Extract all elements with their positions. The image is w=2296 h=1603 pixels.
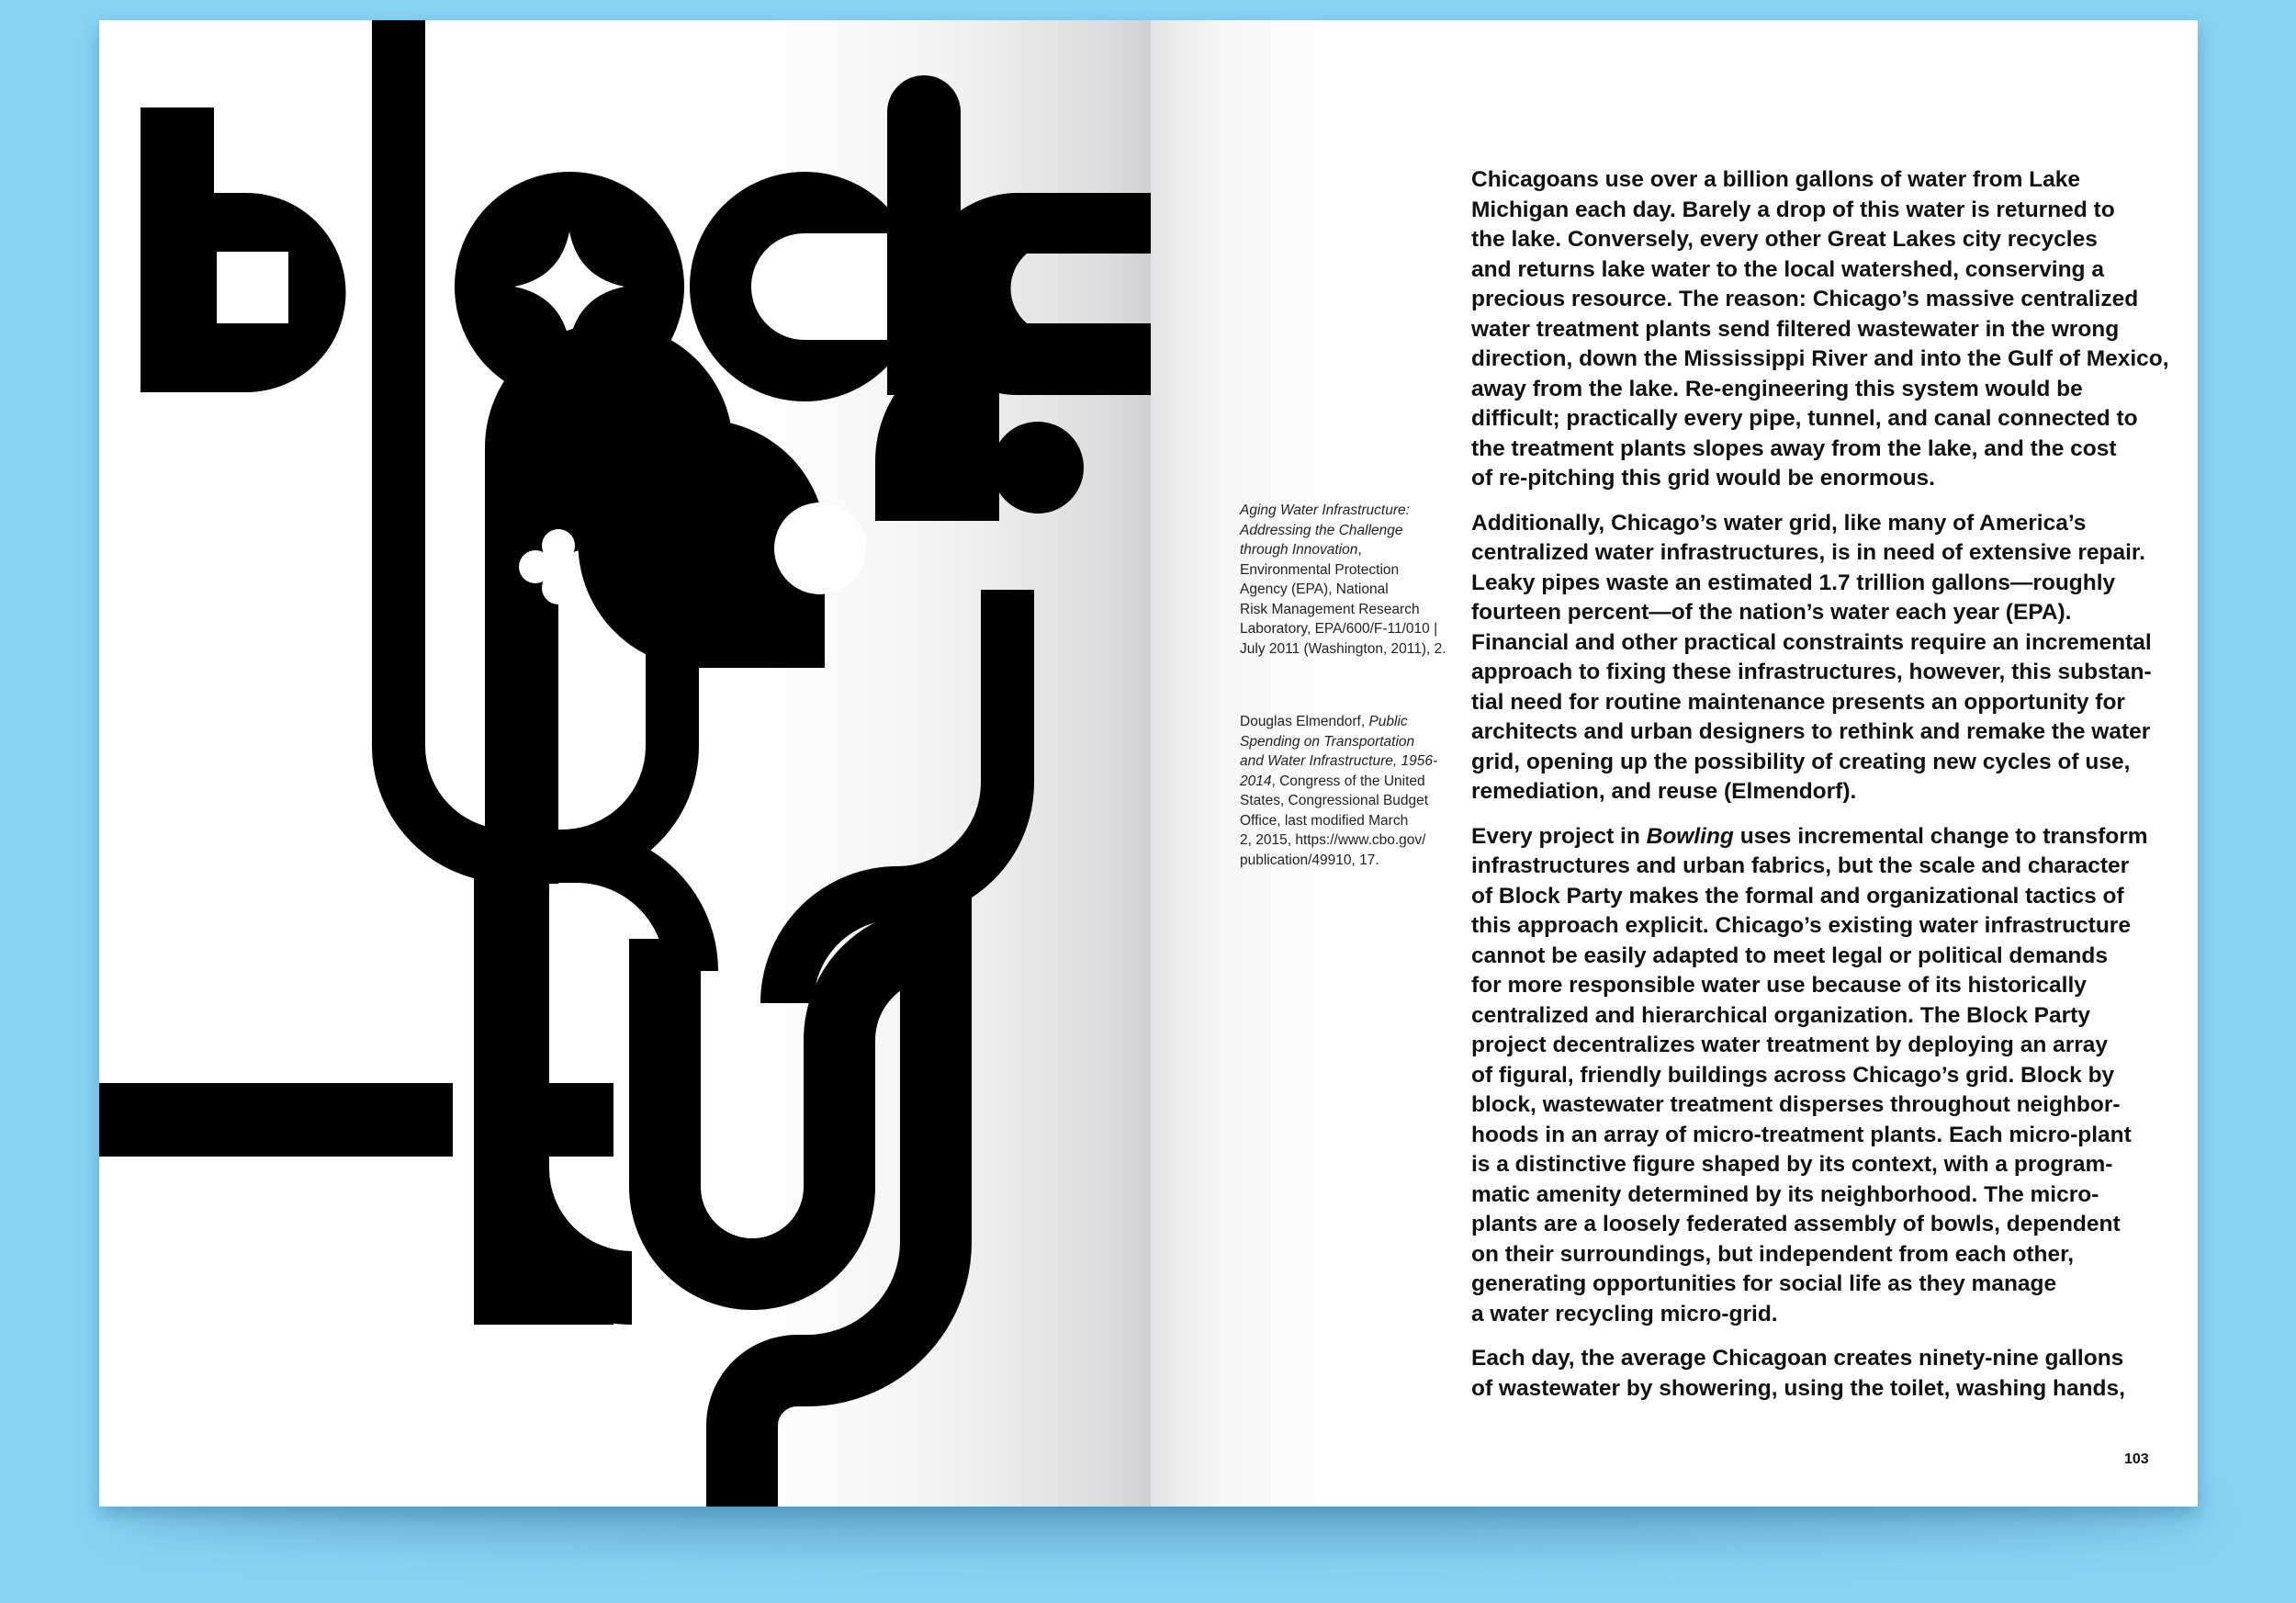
body-text	[1471, 165, 2169, 1418]
sidenote-line: and Water Infrastructure, 1956-	[1240, 753, 1438, 769]
sidenote-line: , Congress of the United	[1271, 773, 1425, 789]
body-line: grid, opening up the possibility of creating new cycles of use,	[1471, 749, 2131, 774]
body-line: this approach explicit. Chicago’s existing water infrastructure	[1471, 913, 2131, 938]
body-paragraph	[1471, 1344, 2169, 1404]
body-line: project decentralizes water treatment by deploying an array	[1471, 1033, 2109, 1057]
sidenote-line: Risk Management Research	[1240, 601, 1420, 617]
letter-t	[474, 856, 632, 1325]
body-line: block, wastewater treatment disperses throughout neighbor-	[1471, 1092, 2121, 1117]
body-line: plants are a loosely federated assembly of bowls, dependent	[1471, 1212, 2121, 1236]
sidenote-line: ,	[1357, 542, 1362, 558]
body-line: matic amenity determined by its neighborhood. The micro-	[1471, 1181, 2099, 1207]
sidenote-line: through Innovation	[1240, 542, 1358, 558]
sidenote-line: Spending on Transportation	[1240, 733, 1415, 750]
body-line: tial need for routine maintenance presents an opportunity for	[1471, 689, 2125, 715]
body-line: fourteen percent—of the nation’s water each year (EPA).	[1471, 600, 2072, 625]
letter-k	[887, 75, 1151, 395]
body-line: hoods in an array of micro-treatment plants. Each micro-plant	[1471, 1122, 2132, 1147]
body-line: Every project in Bowling uses incremental change to transform	[1471, 823, 2148, 849]
body-paragraph	[1471, 165, 2169, 494]
body-line: centralized and hierarchical organization. The Block Party	[1471, 1002, 2090, 1028]
body-line: of re-pitching this grid would be enormous.	[1471, 466, 1935, 491]
body-paragraph	[1471, 822, 2169, 1330]
body-line: architects and urban designers to rethink and remake the water	[1471, 719, 2151, 744]
sidenote-line: Aging Water Infrastructure:	[1240, 502, 1410, 518]
body-line: difficult; practically every pipe, tunnel, and canal connected to	[1471, 406, 2138, 431]
body-line: Financial and other practical constraints require an incremental	[1471, 629, 2152, 655]
sidenote-line: 2014	[1240, 773, 1272, 789]
letter-a	[578, 420, 866, 668]
body-line: for more responsible water use because of its historically	[1471, 973, 2087, 998]
body-line: remediation, and reuse (Elmendorf).	[1471, 779, 1857, 804]
body-line: cannot be easily adapted to meet legal or political demands	[1471, 943, 2108, 968]
body-line: of wastewater by showering, using the toilet, washing hands,	[1471, 1375, 2125, 1401]
body-line: water treatment plants send filtered wastewater in the wrong	[1471, 316, 2120, 342]
sidenote-line: Laboratory, EPA/600/F-11/010 |	[1240, 621, 1438, 637]
sidenote-line: 2, 2015, https://www.cbo.gov/	[1240, 832, 1426, 848]
sidenote-line: Addressing the Challenge	[1240, 522, 1403, 538]
dash	[99, 1083, 453, 1157]
sidenote-line: Agency (EPA), National	[1240, 581, 1389, 597]
body-line: the treatment plants slopes away from the lake, and the cost	[1471, 435, 2117, 461]
body-line: on their surroundings, but independent from each other,	[1471, 1241, 2075, 1267]
body-line: Chicagoans use over a billion gallons of water from Lake	[1471, 167, 2081, 192]
body-line: away from the lake. Re-engineering this system would be	[1471, 376, 2083, 401]
sidenote-elmendorf	[1240, 712, 1460, 870]
sidenote-epa	[1240, 501, 1460, 659]
letter-b	[141, 107, 346, 392]
body-line: of Block Party makes the formal and organizational tactics of	[1471, 883, 2124, 909]
body-line: generating opportunities for social life as they manage	[1471, 1271, 2057, 1296]
body-line: precious resource. The reason: Chicago’s massive centralized	[1471, 287, 2139, 311]
sidenote-line: Office, last modified March	[1240, 812, 1409, 829]
body-line: Additionally, Chicago’s water grid, like many of America’s	[1471, 510, 2087, 536]
page-number: 103	[2124, 1451, 2149, 1467]
body-line: is a distinctive figure shaped by its context, with a program-	[1471, 1152, 2113, 1177]
body-line: a water recycling micro-grid.	[1471, 1301, 1778, 1326]
block-party-display-type	[99, 20, 1151, 1507]
body-line: infrastructures and urban fabrics, but the scale and character	[1471, 853, 2130, 878]
body-line: direction, down the Mississippi River and into the Gulf of Mexico,	[1471, 346, 2169, 371]
body-line: Michigan each day. Barely a drop of this water is returned to	[1471, 197, 2115, 222]
sidenote-line: Public	[1368, 714, 1408, 729]
left-page	[99, 20, 1151, 1507]
body-line: Leaky pipes waste an estimated 1.7 trillion gallons—roughly	[1471, 570, 2116, 595]
sidenote-line: Environmental Protection	[1240, 561, 1400, 578]
sidenote-line: July 2011 (Washington, 2011), 2.	[1240, 640, 1446, 657]
body-paragraph	[1471, 509, 2169, 807]
body-line: centralized water infrastructures, is in need of extensive repair.	[1471, 540, 2145, 565]
body-line: Each day, the average Chicagoan creates ninety-nine gallons	[1471, 1346, 2124, 1371]
sidenote-line: Douglas Elmendorf,	[1240, 714, 1369, 729]
body-line: and returns lake water to the local watershed, conserving a	[1471, 256, 2104, 282]
body-line: the lake. Conversely, every other Great Lakes city recycles	[1471, 227, 2098, 252]
sidenote-line: publication/49910, 17.	[1240, 852, 1379, 868]
body-line: approach to fixing these infrastructures, however, this substan-	[1471, 660, 2152, 684]
sidenote-line: States, Congressional Budget	[1240, 793, 1429, 808]
body-line: of figural, friendly buildings across Chicago’s grid. Block by	[1471, 1062, 2115, 1088]
sidenotes	[1240, 501, 1460, 923]
